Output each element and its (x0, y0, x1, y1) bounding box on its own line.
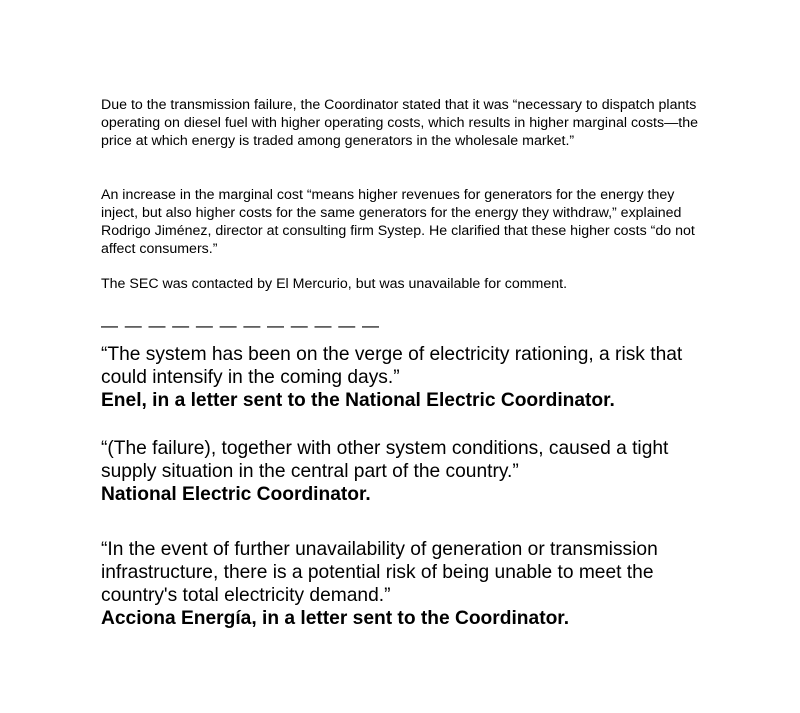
quote-block-acciona (101, 538, 721, 630)
paragraph-sec-contact: The SEC was contacted by El Mercurio, but was unavailable for comment. (101, 276, 568, 292)
quote-text: “In the event of further unavailability of generation or transmission infrastructure, there is a potential risk of being unable to meet the country's total electricity demand.” (101, 539, 658, 606)
quote-text: “The system has been on the verge of electricity rationing, a risk that could intensify in the coming days.” (101, 344, 683, 388)
paragraph-marginal-cost: An increase in the marginal cost “means higher revenues for generators for the energy they inject, but also higher costs for the same generators for the energy they withdraw,” explained Rodrigo Jiménez, director at consulting firm Systep. He clarified that these higher costs “do not affect consumers.” (101, 187, 695, 257)
quote-block-enel (101, 343, 721, 412)
quote-text: “(The failure), together with other system conditions, caused a tight supply situation in the central part of the country.” (101, 438, 669, 482)
quote-attribution: Enel, in a letter sent to the National Electric Coordinator. (101, 390, 615, 411)
paragraph-transmission-failure: Due to the transmission failure, the Coordinator stated that it was “necessary to dispatch plants operating on diesel fuel with higher operating costs, which results in higher marginal costs—the price at which energy is traded among generators in the wholesale market.” (101, 97, 698, 149)
quote-block-coordinator (101, 437, 721, 506)
quote-attribution: Acciona Energía, in a letter sent to the Coordinator. (101, 608, 570, 629)
quote-attribution: National Electric Coordinator. (101, 484, 371, 505)
section-divider: — — — — — — — — — — — — (101, 316, 380, 335)
